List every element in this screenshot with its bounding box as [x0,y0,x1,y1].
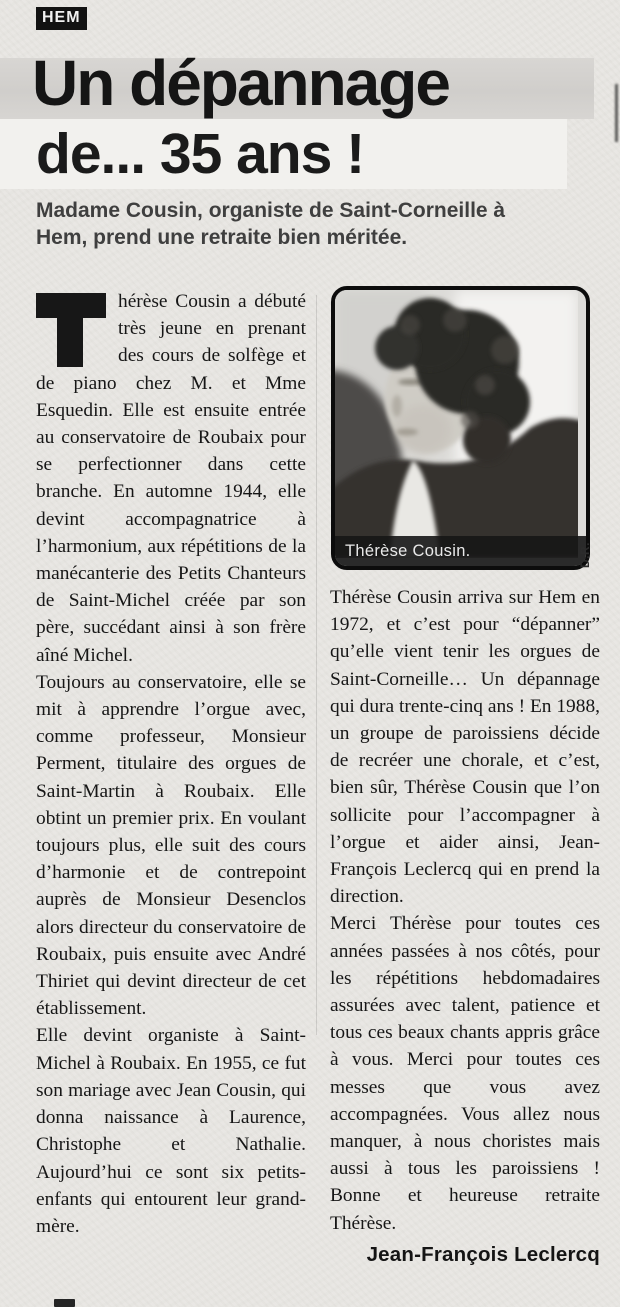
dropcap-stem [57,293,83,367]
article-right-column [330,584,600,1268]
paragraph-text: Thérèse Cousin arriva sur Hem en 1972, et c’est pour “dépanner” qu’elle vient tenir les orgues de Saint-Corneille… Un dépannage qui dura trente-cinq ans ! En 1988, un groupe de paroissiens décide de recréer une chorale, et c’est, bien sûr, Thérèse Cousin que l’on sollicite pour l’accompagner à l’orgue et aider ainsi, Jean-François Leclercq qui en prend la direction. [330,587,600,908]
paragraph [330,584,600,910]
paragraph-text: Merci Thérèse pour toutes ces années passées à nos côtés, pour les répétitions hebdomadaires assurées avec talent, patience et tous ces beaux chants appris grâce à vous. Merci pour toutes ces messes que vous avez accompagnées. Vous allez nous manquer, à nous choristes mais aussi à tous les paroissiens ! Bonne et heureuse retraite Thérèse. [330,913,600,1234]
scan-edge-smudge [615,84,618,142]
headline-line-2: de... 35 ans ! [36,122,365,186]
portrait-photo [331,286,590,570]
paragraph-text: hérèse Cousin a débuté très jeune en prenant des cours de solfège et de piano chez M. et Mme Esquedin. Elle est ensuite entrée au conservatoire de Roubaix pour se perfectionner dans cette branche. En automne 1944, elle devint accompagnatrice à l’harmonium, aux répétitions de la manécanterie des Petits Chanteurs de Saint-Michel créée par son père, succédant ainsi à son frère aîné Michel. [36,291,306,666]
article-subtitle: Madame Cousin, organiste de Saint-Corneille à Hem, prend une retraite bien méritée. [36,199,506,249]
paragraph [36,669,306,1023]
column-divider [316,295,317,1035]
article-left-column [36,288,306,1240]
paragraph [36,288,306,669]
photo-caption-text: Thérèse Cousin. [345,542,471,560]
next-article-cutoff-mark [54,1299,75,1307]
paragraph [36,1022,306,1240]
headline-line-1: Un dépannage [32,47,449,119]
section-badge [36,7,87,30]
portrait-illustration [335,290,578,558]
section-badge-label: HEM [42,9,81,26]
photo-caption-bar [335,536,586,566]
paragraph-text: Toujours au conservatoire, elle se mit à apprendre l’orgue avec, comme professeur, Monsieur Perment, titulaire des orgues de Saint-Martin à Roubaix. Elle obtint un premier prix. En voulant toujours plus, elle suit des cours d’harmonie et de contrepoint auprès de Monsieur Desenclos alors directeur du conservatoire de Roubaix, puis ensuite avec André Thiriet qui devint directeur de cet établissement. [36,671,306,1020]
paragraph [330,910,600,1236]
photo-credit: D.R. [578,542,592,568]
author-signature: Jean-François Leclercq [366,1242,600,1266]
dropcap-letter-t [36,293,106,367]
paragraph-text: Elle devint organiste à Saint-Michel à Roubaix. En 1955, ce fut son mariage avec Jean Cousin, qui donna naissance à Laurence, Christophe et Nathalie. Aujourd’hui ce sont six petits-enfants qui entourent leur grand-mère. [36,1025,306,1237]
